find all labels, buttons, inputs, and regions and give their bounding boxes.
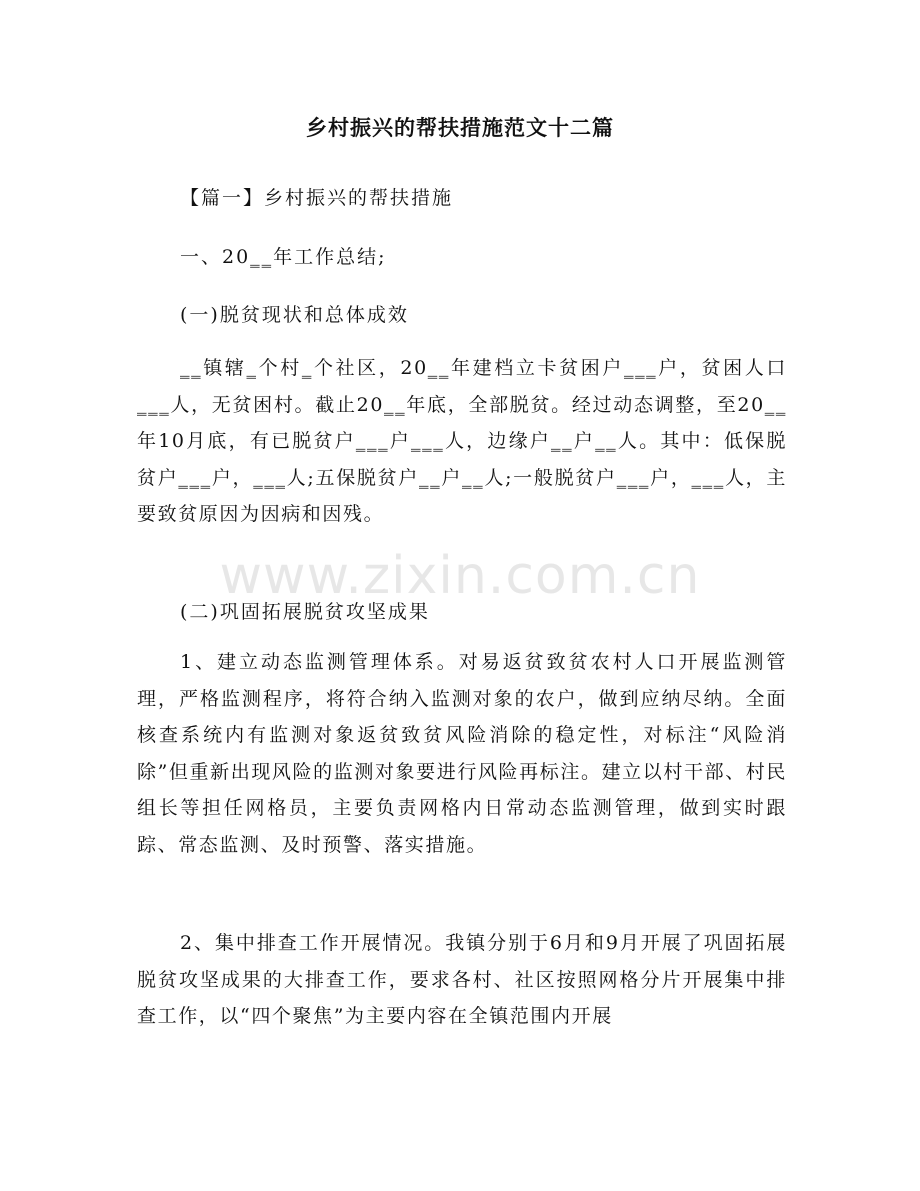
paragraph-poverty-status: ‗‗镇辖‗个村‗个社区，20‗‗年建档立卡贫困户‗‗‗户，贫困人口‗‗‗人，无贫困村。截止20‗‗年底，全部脱贫。经过动态调整，至20‗‗年10月底，有已脱贫户‗‗‗户‗‗‗人，边缘户‗‗户‗‗人。其中：低保脱贫户‗‗‗户，‗‗‗人;五保脱贫户‗‗户‗‗人;一般脱贫户‗‗‗户，‗‗‗人，主要致贫原因为因病和因残。 <box>137 357 787 525</box>
subheading-work-summary: 一、20‗‗年工作总结; <box>180 246 387 268</box>
watermark: www.zixin.com.cn <box>219 546 701 606</box>
subheading-consolidate-results: (二)巩固拓展脱贫攻坚成果 <box>180 601 430 623</box>
section-heading: 【篇一】乡村振兴的帮扶措施 <box>180 187 454 209</box>
paragraph-monitoring-system: 1、建立动态监测管理体系。对易返贫致贫农村人口开展监测管理，严格监测程序，将符合纳入监测对象的农户，做到应纳尽纳。全面核查系统内有监测对象返贫致贫风险消除的稳定性，对标注“风险消除”但重新出现风险的监测对象要进行风险再标注。建立以村干部、村民组长等担任网格员，主要负责网格内日常动态监测管理，做到实时跟踪、常态监测、及时预警、落实措施。 <box>137 651 787 856</box>
paragraph-centralized-inspection: 2、集中排查工作开展情况。我镇分别于6月和9月开展了巩固拓展脱贫攻坚成果的大排查工作，要求各村、社区按照网格分片开展集中排查工作，以“四个聚焦”为主要内容在全镇范围内开展 <box>137 932 787 1027</box>
subheading-poverty-status: (一)脱贫现状和总体成效 <box>180 304 409 326</box>
document-title: 乡村振兴的帮扶措施范文十二篇 <box>306 116 614 140</box>
